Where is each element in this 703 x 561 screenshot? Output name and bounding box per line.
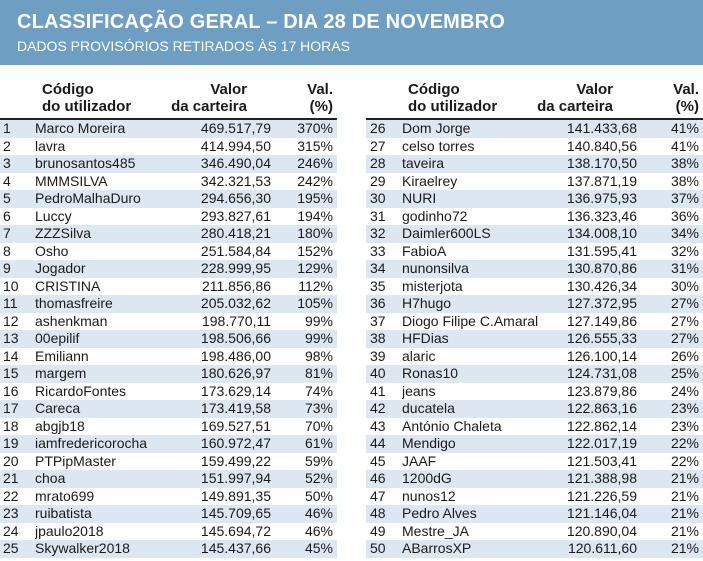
rank-cell: 2 [3, 137, 11, 154]
table-row [0, 453, 337, 471]
rank-cell: 39 [370, 347, 386, 364]
table-row [0, 313, 337, 331]
user-code-cell: Emiliann [35, 347, 89, 364]
rank-cell: 35 [370, 277, 386, 294]
page-title: CLASSIFICAÇÃO GERAL – DIA 28 DE NOVEMBRO [17, 11, 506, 33]
rank-cell: 22 [3, 487, 19, 504]
user-code-cell: taveira [402, 155, 445, 172]
rank-cell: 1 [3, 120, 11, 136]
percent-change-cell: 22% [670, 452, 699, 469]
portfolio-value-cell: 280.418,21 [200, 225, 271, 242]
portfolio-value-cell: 127.149,86 [566, 312, 637, 329]
ranking-column-left [0, 78, 337, 558]
percent-change-cell: 26% [670, 347, 699, 364]
percent-change-cell: 21% [670, 522, 699, 539]
table-row [0, 383, 337, 401]
percent-change-cell: 37% [670, 190, 699, 207]
rank-cell: 42 [370, 400, 386, 417]
page-subtitle: DADOS PROVISÓRIOS RETIRADOS ÀS 17 HORAS [17, 38, 350, 54]
table-row [366, 313, 703, 331]
percent-change-cell: 195% [297, 190, 333, 207]
rank-cell: 27 [370, 137, 386, 154]
rank-cell: 26 [370, 120, 386, 136]
user-code-cell: jpaulo2018 [35, 522, 104, 539]
portfolio-value-cell: 173.419,58 [200, 400, 271, 417]
table-row [0, 120, 337, 138]
percent-change-cell: 246% [297, 155, 333, 172]
percent-change-cell: 99% [304, 312, 333, 329]
user-code-cell: thomasfreire [35, 295, 113, 312]
table-row [366, 225, 703, 243]
table-row [366, 348, 703, 366]
table-row [366, 435, 703, 453]
rank-cell: 6 [3, 207, 11, 224]
rank-cell: 44 [370, 435, 386, 452]
portfolio-value-cell: 137.871,19 [566, 172, 637, 189]
portfolio-value-cell: 169.527,51 [200, 417, 271, 434]
portfolio-value-cell: 121.503,41 [566, 452, 637, 469]
percent-change-cell: 32% [670, 242, 699, 259]
rank-cell: 45 [370, 452, 386, 469]
rank-cell: 20 [3, 452, 19, 469]
portfolio-value-cell: 145.437,66 [200, 540, 271, 557]
column-header [366, 78, 703, 120]
portfolio-value-cell: 145.709,65 [200, 505, 271, 522]
user-code-cell: misterjota [402, 277, 463, 294]
table-row [0, 173, 337, 191]
table-row [366, 243, 703, 261]
user-code-cell: nunos12 [402, 487, 456, 504]
rank-cell: 29 [370, 172, 386, 189]
user-code-cell: Mendigo [402, 435, 456, 452]
portfolio-value-cell: 124.731,08 [566, 365, 637, 382]
user-code-cell: abgjb18 [35, 417, 85, 434]
user-code-cell: MMMSILVA [35, 172, 108, 189]
rank-cell: 11 [3, 295, 18, 312]
percent-change-cell: 46% [304, 505, 333, 522]
rank-cell: 25 [3, 540, 19, 557]
portfolio-value-cell: 141.433,68 [566, 120, 637, 136]
user-code-cell: Skywalker2018 [35, 540, 130, 557]
user-code-cell: 00epilif [35, 330, 80, 347]
portfolio-value-cell: 130.870,86 [566, 260, 637, 277]
portfolio-value-cell: 140.840,56 [566, 137, 637, 154]
rank-cell: 38 [370, 330, 386, 347]
user-code-cell: Daimler600LS [402, 225, 491, 242]
percent-change-cell: 45% [304, 540, 333, 557]
table-row [0, 155, 337, 173]
percent-change-cell: 98% [304, 347, 333, 364]
percent-change-cell: 74% [304, 382, 333, 399]
portfolio-value-cell: 134.008,10 [566, 225, 637, 242]
header-user-code: Código do utilizador [42, 81, 132, 115]
percent-change-cell: 38% [670, 155, 699, 172]
percent-change-cell: 21% [670, 470, 699, 487]
header-user-code: Código do utilizador [408, 81, 498, 115]
portfolio-value-cell: 346.490,04 [200, 155, 271, 172]
portfolio-value-cell: 138.170,50 [566, 155, 637, 172]
rank-cell: 4 [3, 172, 11, 189]
rank-cell: 18 [3, 417, 19, 434]
table-row [0, 260, 337, 278]
rank-cell: 19 [3, 435, 19, 452]
rank-cell: 15 [3, 365, 19, 382]
rank-cell: 31 [370, 207, 386, 224]
user-code-cell: mrato699 [35, 487, 95, 504]
table-row [0, 488, 337, 506]
user-code-cell: Osho [35, 242, 69, 259]
percent-change-cell: 34% [670, 225, 699, 242]
header-banner [0, 0, 703, 65]
percent-change-cell: 27% [670, 330, 699, 347]
table-row [366, 155, 703, 173]
portfolio-value-cell: 251.584,84 [200, 242, 271, 259]
portfolio-value-cell: 469.517,79 [200, 120, 271, 136]
table-row [0, 400, 337, 418]
percent-change-cell: 22% [670, 435, 699, 452]
rank-cell: 10 [3, 277, 19, 294]
user-code-cell: Dom Jorge [402, 120, 471, 136]
percent-change-cell: 23% [670, 417, 699, 434]
user-code-cell: FabioA [402, 242, 447, 259]
percent-change-cell: 41% [670, 120, 699, 136]
user-code-cell: Marco Moreira [35, 120, 126, 136]
table-row [0, 365, 337, 383]
percent-change-cell: 30% [670, 277, 699, 294]
user-code-cell: HFDias [402, 330, 449, 347]
table-row [366, 260, 703, 278]
user-code-cell: choa [35, 470, 66, 487]
column-header [0, 78, 337, 120]
portfolio-value-cell: 159.499,22 [200, 452, 271, 469]
portfolio-value-cell: 160.972,47 [200, 435, 271, 452]
table-row [0, 540, 337, 558]
rank-cell: 30 [370, 190, 386, 207]
percent-change-cell: 25% [670, 365, 699, 382]
table-row [0, 190, 337, 208]
percent-change-cell: 31% [670, 260, 699, 277]
percent-change-cell: 52% [304, 470, 333, 487]
header-portfolio-value: Valor da carteira [537, 81, 613, 115]
rank-cell: 21 [3, 470, 19, 487]
portfolio-value-cell: 198.486,00 [200, 347, 271, 364]
header-portfolio-value: Valor da carteira [171, 81, 247, 115]
rank-cell: 14 [3, 347, 19, 364]
user-code-cell: Ronas10 [402, 365, 459, 382]
user-code-cell: Pedro Alves [402, 505, 477, 522]
table-row [366, 540, 703, 558]
user-code-cell: Jogador [35, 260, 86, 277]
rank-cell: 50 [370, 540, 386, 557]
percent-change-cell: 41% [670, 137, 699, 154]
portfolio-value-cell: 293.827,61 [200, 207, 271, 224]
ranking-rows [0, 120, 337, 558]
percent-change-cell: 105% [297, 295, 333, 312]
table-row [0, 435, 337, 453]
header-percent-change: Val. (%) [673, 81, 699, 115]
user-code-cell: ashenkman [35, 312, 108, 329]
percent-change-cell: 194% [297, 207, 333, 224]
percent-change-cell: 50% [304, 487, 333, 504]
percent-change-cell: 70% [304, 417, 333, 434]
header-percent-change: Val. (%) [307, 81, 333, 115]
portfolio-value-cell: 120.890,04 [566, 522, 637, 539]
portfolio-value-cell: 126.100,14 [566, 347, 637, 364]
portfolio-value-cell: 122.862,14 [566, 417, 637, 434]
table-row [366, 173, 703, 191]
portfolio-value-cell: 294.656,30 [200, 190, 271, 207]
rank-cell: 48 [370, 505, 386, 522]
rank-cell: 24 [3, 522, 19, 539]
portfolio-value-cell: 228.999,95 [200, 260, 271, 277]
table-row [0, 523, 337, 541]
user-code-cell: alaric [402, 347, 436, 364]
table-row [366, 278, 703, 296]
portfolio-value-cell: 205.032,62 [200, 295, 271, 312]
percent-change-cell: 73% [304, 400, 333, 417]
rank-cell: 49 [370, 522, 386, 539]
user-code-cell: Kiraelrey [402, 172, 458, 189]
portfolio-value-cell: 122.017,19 [566, 435, 637, 452]
portfolio-value-cell: 126.555,33 [566, 330, 637, 347]
table-row [366, 488, 703, 506]
percent-change-cell: 59% [304, 452, 333, 469]
percent-change-cell: 23% [670, 400, 699, 417]
portfolio-value-cell: 121.146,04 [566, 505, 637, 522]
portfolio-value-cell: 131.595,41 [566, 242, 637, 259]
table-row [366, 400, 703, 418]
user-code-cell: Diogo Filipe C.Amaral [402, 312, 539, 329]
portfolio-value-cell: 180.626,97 [200, 365, 271, 382]
percent-change-cell: 21% [670, 487, 699, 504]
rank-cell: 3 [3, 155, 11, 172]
rank-cell: 7 [3, 225, 11, 242]
portfolio-value-cell: 123.879,86 [566, 382, 637, 399]
portfolio-value-cell: 151.997,94 [200, 470, 271, 487]
user-code-cell: 1200dG [402, 470, 452, 487]
user-code-cell: Luccy [35, 207, 72, 224]
table-row [0, 225, 337, 243]
table-row [0, 505, 337, 523]
table-row [0, 243, 337, 261]
user-code-cell: CRISTINA [35, 277, 101, 294]
table-row [0, 348, 337, 366]
portfolio-value-cell: 145.694,72 [200, 522, 271, 539]
table-row [0, 208, 337, 226]
portfolio-value-cell: 198.506,66 [200, 330, 271, 347]
table-row [366, 523, 703, 541]
user-code-cell: JAAF [402, 452, 437, 469]
portfolio-value-cell: 122.863,16 [566, 400, 637, 417]
percent-change-cell: 21% [670, 540, 699, 557]
portfolio-value-cell: 127.372,95 [566, 295, 637, 312]
table-row [366, 190, 703, 208]
percent-change-cell: 370% [297, 120, 333, 136]
table-row [366, 208, 703, 226]
percent-change-cell: 61% [304, 435, 333, 452]
table-row [0, 418, 337, 436]
table-row [366, 505, 703, 523]
rank-cell: 36 [370, 295, 386, 312]
user-code-cell: Mestre_JA [402, 522, 469, 539]
portfolio-value-cell: 120.611,60 [567, 540, 637, 557]
portfolio-value-cell: 136.975,93 [566, 190, 637, 207]
portfolio-value-cell: 149.891,35 [200, 487, 271, 504]
user-code-cell: brunosantos485 [35, 155, 136, 172]
rank-cell: 9 [3, 260, 11, 277]
percent-change-cell: 27% [670, 312, 699, 329]
table-row [366, 470, 703, 488]
rank-cell: 41 [370, 382, 386, 399]
table-row [366, 365, 703, 383]
portfolio-value-cell: 414.994,50 [200, 137, 271, 154]
table-row [366, 418, 703, 436]
user-code-cell: PTPipMaster [35, 452, 116, 469]
rank-cell: 33 [370, 242, 386, 259]
portfolio-value-cell: 198.770,11 [201, 312, 271, 329]
portfolio-value-cell: 342.321,53 [200, 172, 271, 189]
portfolio-value-cell: 130.426,34 [566, 277, 637, 294]
portfolio-value-cell: 173.629,14 [200, 382, 271, 399]
table-row [0, 330, 337, 348]
user-code-cell: margem [35, 365, 87, 382]
user-code-cell: RicardoFontes [35, 382, 127, 399]
table-row [366, 138, 703, 156]
percent-change-cell: 315% [297, 137, 333, 154]
user-code-cell: nunonsilva [402, 260, 469, 277]
user-code-cell: lavra [35, 137, 66, 154]
user-code-cell: iamfredericorocha [35, 435, 148, 452]
user-code-cell: H7hugo [402, 295, 452, 312]
percent-change-cell: 24% [670, 382, 699, 399]
rank-cell: 34 [370, 260, 386, 277]
user-code-cell: PedroMalhaDuro [35, 190, 141, 207]
rank-cell: 40 [370, 365, 386, 382]
percent-change-cell: 180% [297, 225, 333, 242]
rank-cell: 43 [370, 417, 386, 434]
percent-change-cell: 46% [304, 522, 333, 539]
table-row [366, 330, 703, 348]
rank-cell: 12 [3, 312, 19, 329]
portfolio-value-cell: 136.323,46 [566, 207, 637, 224]
rank-cell: 46 [370, 470, 386, 487]
user-code-cell: celso torres [402, 137, 475, 154]
percent-change-cell: 242% [297, 172, 333, 189]
user-code-cell: ducatela [402, 400, 455, 417]
percent-change-cell: 99% [304, 330, 333, 347]
rank-cell: 8 [3, 242, 11, 259]
percent-change-cell: 129% [297, 260, 333, 277]
portfolio-value-cell: 121.388,98 [566, 470, 637, 487]
user-code-cell: ABarrosXP [402, 540, 472, 557]
percent-change-cell: 38% [670, 172, 699, 189]
percent-change-cell: 27% [670, 295, 699, 312]
rank-cell: 47 [370, 487, 386, 504]
table-row [366, 453, 703, 471]
rank-cell: 28 [370, 155, 386, 172]
table-row [366, 295, 703, 313]
percent-change-cell: 36% [670, 207, 699, 224]
portfolio-value-cell: 121.226,59 [566, 487, 637, 504]
user-code-cell: godinho72 [402, 207, 468, 224]
percent-change-cell: 152% [297, 242, 333, 259]
rank-cell: 13 [3, 330, 19, 347]
table-row [0, 138, 337, 156]
rank-cell: 37 [370, 312, 386, 329]
table-row [0, 470, 337, 488]
user-code-cell: Careca [35, 400, 81, 417]
rank-cell: 17 [3, 400, 19, 417]
ranking-rows [366, 120, 703, 558]
user-code-cell: jeans [402, 382, 436, 399]
table-row [366, 120, 703, 138]
table-row [0, 295, 337, 313]
percent-change-cell: 21% [670, 505, 699, 522]
user-code-cell: NURI [402, 190, 437, 207]
table-row [0, 278, 337, 296]
user-code-cell: António Chaleta [402, 417, 502, 434]
user-code-cell: ruibatista [35, 505, 92, 522]
rank-cell: 32 [370, 225, 386, 242]
rank-cell: 5 [3, 190, 11, 207]
ranking-column-right [366, 78, 703, 558]
user-code-cell: ZZZSilva [35, 225, 91, 242]
percent-change-cell: 81% [304, 365, 333, 382]
portfolio-value-cell: 211.856,86 [201, 277, 271, 294]
rank-cell: 16 [3, 382, 19, 399]
percent-change-cell: 112% [298, 277, 333, 294]
rank-cell: 23 [3, 505, 19, 522]
table-row [366, 383, 703, 401]
